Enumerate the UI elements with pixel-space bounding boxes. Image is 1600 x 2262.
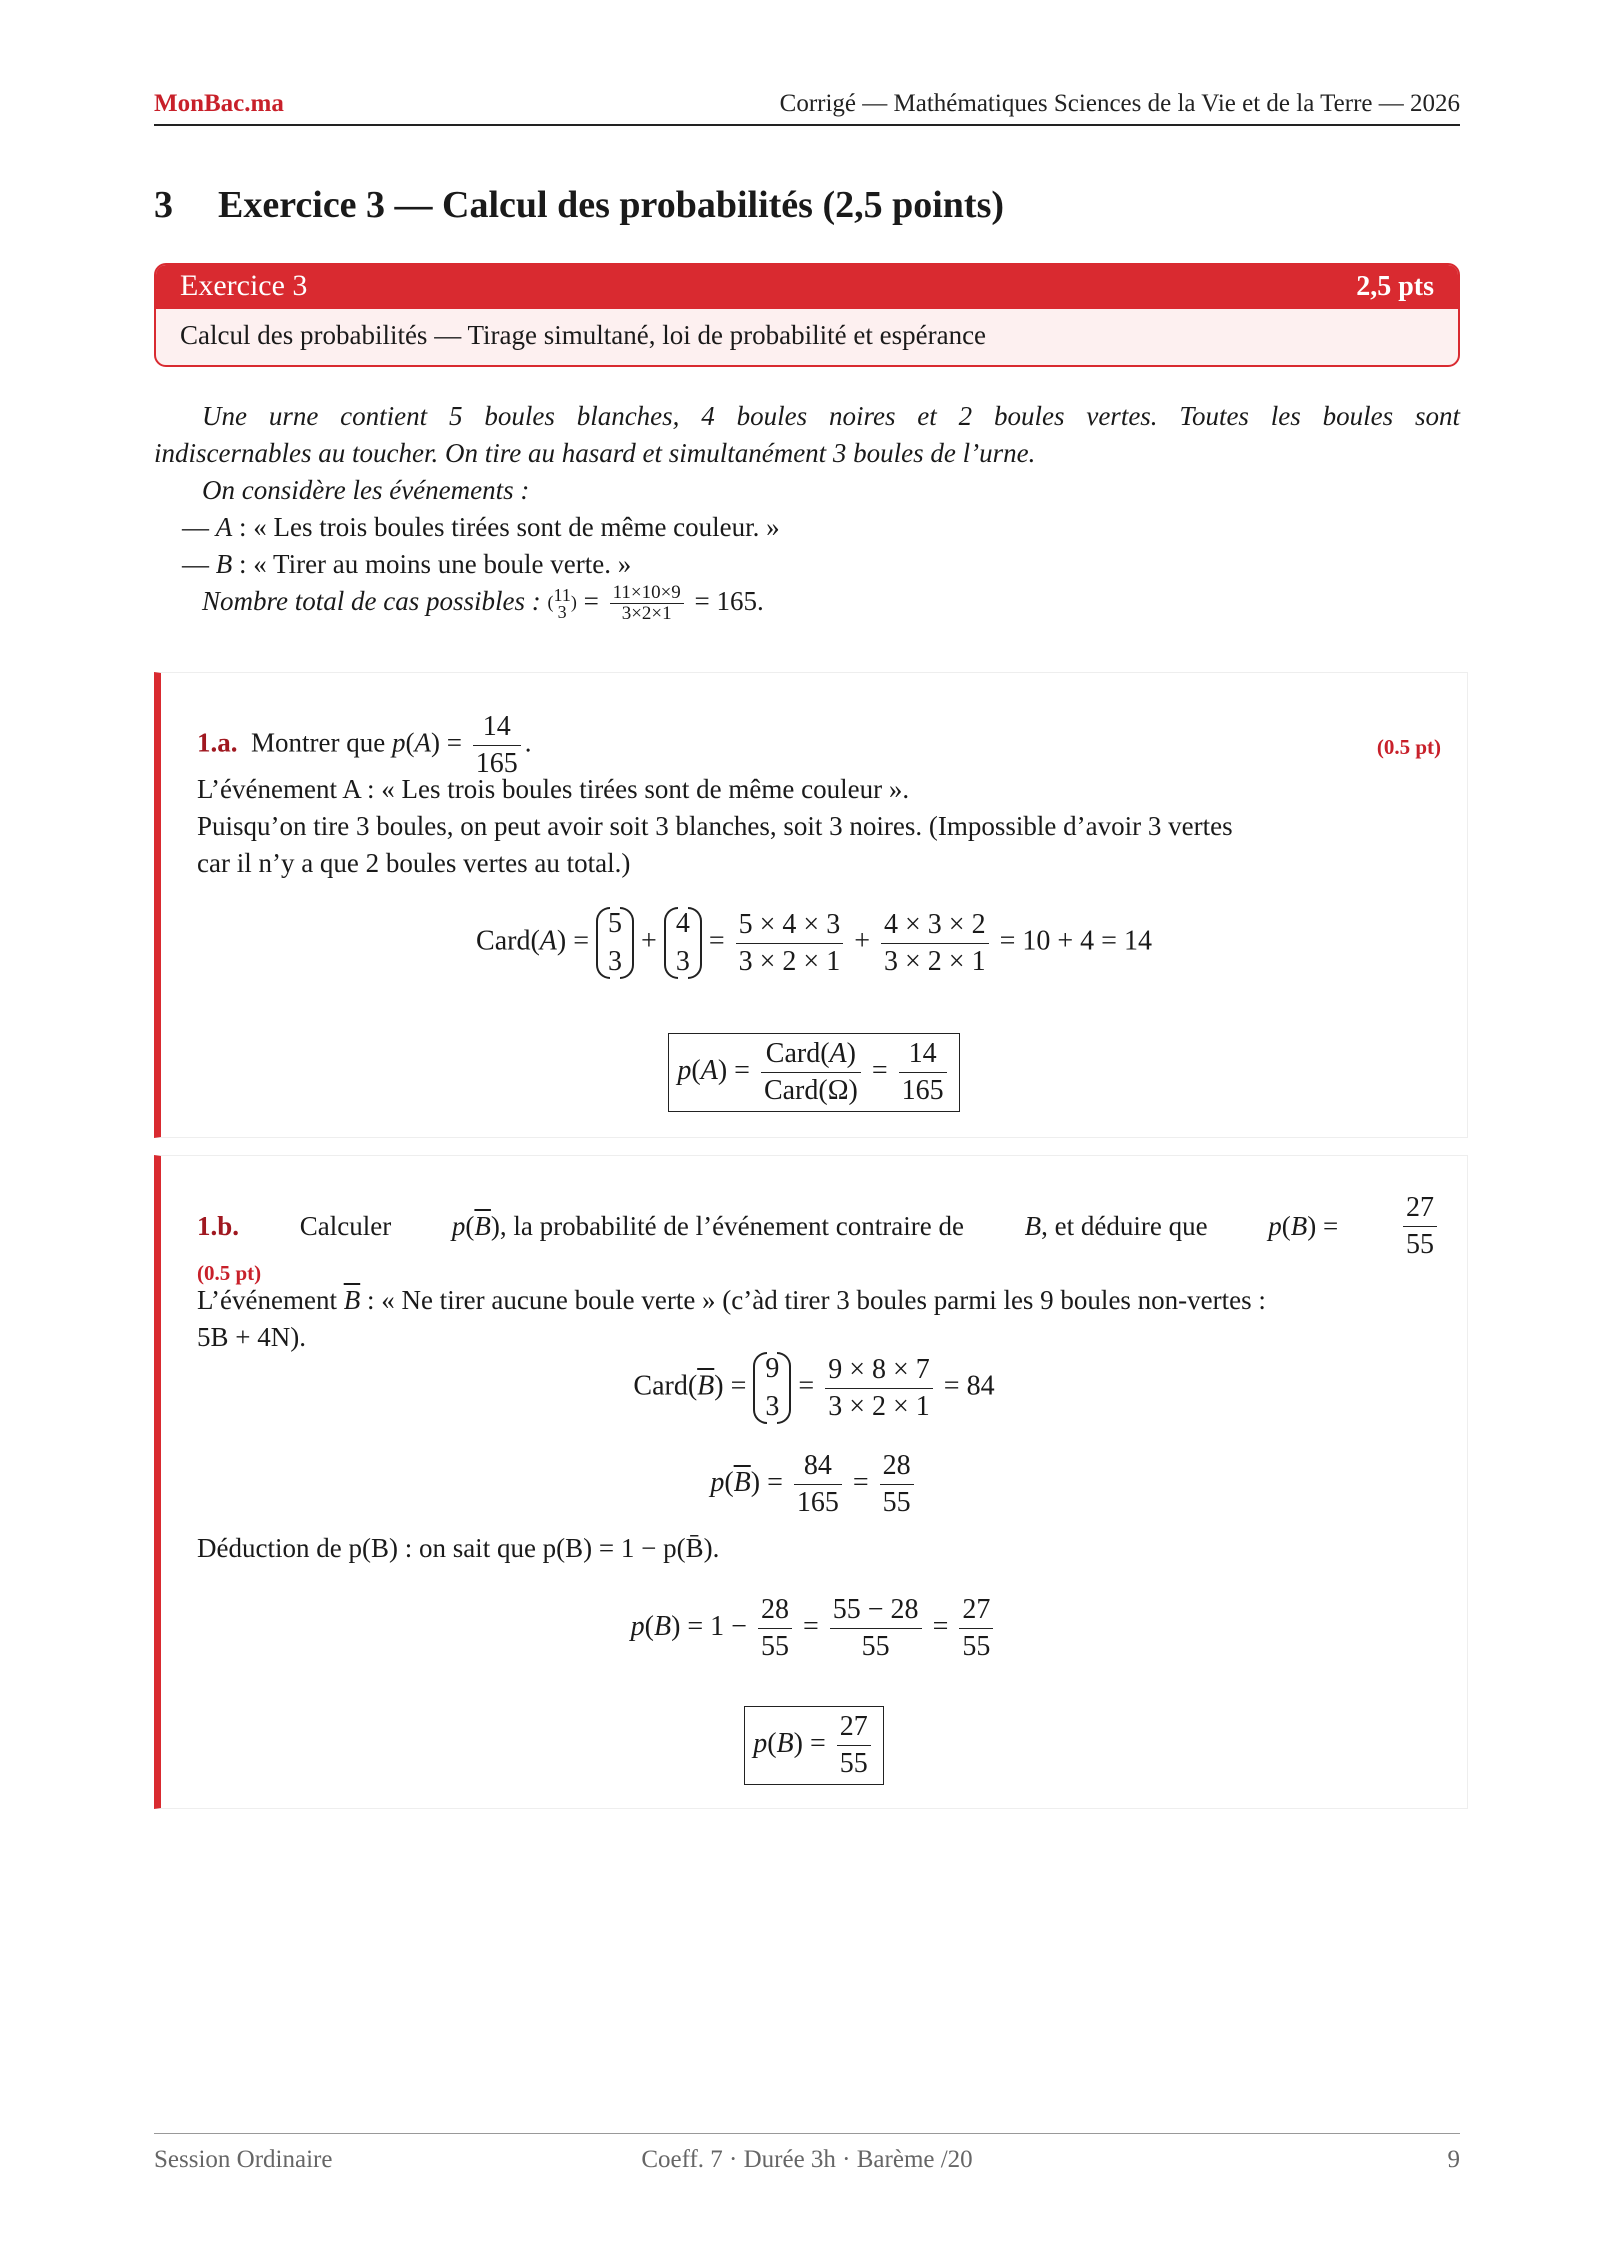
exercise-box-header xyxy=(156,265,1458,309)
binom-4-3: 4 3 xyxy=(664,905,702,981)
section-number: 3 xyxy=(154,184,173,226)
q1b-line-2: 5B + 4N). xyxy=(197,1322,306,1352)
card-ratio: $\frac{\text{Card(A)}}{\text{Card(Ω)}}$ xyxy=(761,1036,861,1109)
q1b-line-1b: : « Ne tirer aucune boule verte » (c’àd tirer 3 boules parmi les 9 boules non-vertes : xyxy=(366,1285,1266,1315)
total-cases: Nombre total de cas possibles : ( 11 3 ) = $\frac{11\times 10\times 9}{3\times 2\times 1}$ = 165. xyxy=(202,582,764,625)
question-1b-statement: 1.b. Calculer $p(\overline{B})$, la probabilité de l’événement contraire de B, et déduire que p(B) = $\frac{27}{55}$ (0.5 pt) xyxy=(197,1190,1441,1292)
question-1a-answer xyxy=(197,771,1441,882)
total-cases-result: = 165. xyxy=(694,586,764,616)
pa-fraction: $\frac{14}{165}$ xyxy=(473,709,521,782)
q1b-prompt-a: Calculer xyxy=(299,1211,392,1241)
pa-box: p(A) = $\frac{\text{Card(A)}}{\text{Card(Ω)}}$ = $\frac{14}{165}$ xyxy=(668,1033,959,1112)
exercise-points: 2,5 pts xyxy=(1356,271,1434,302)
page-footer xyxy=(154,2133,1460,2173)
frac-543: $\frac{5 \times 4 \times 3}{3 \times 2 \times 1}$ xyxy=(736,907,844,980)
frac-28-55: $\frac{28}{55}$ xyxy=(880,1448,914,1521)
event-b-item: — B : « Tirer au moins une boule verte. » xyxy=(182,549,632,579)
statement-line-3: On considère les événements : xyxy=(202,475,530,505)
statement-line-2: indiscernables au toucher. On tire au hasard et simultanément 3 boules de l’urne. xyxy=(154,438,1036,468)
frac-987: $\frac{9 \times 8 \times 7}{3 \times 2 \times 1}$ xyxy=(825,1352,933,1425)
footer-page-number: 9 xyxy=(1447,2146,1460,2173)
event-a-item: — A : « Les trois boules tirées sont de même couleur. » xyxy=(182,512,780,542)
frac-84-165: $\frac{84}{165}$ xyxy=(794,1448,842,1521)
question-1a-points: (0.5 pt) xyxy=(1376,735,1441,759)
question-1a-prompt: Montrer que xyxy=(251,727,386,758)
question-1b-box xyxy=(154,1155,1468,1809)
footer-session: Session Ordinaire xyxy=(154,2146,333,2173)
exercise-statement xyxy=(154,398,1460,624)
card-a-equation: Card(A) = 5 3 + 4 3 = $\frac{5 \times 4 \times 3}{3 \times 2 \times 1}$ + $\frac{4 \times 3 \times 2}{3 \times 2 \times 1}$ = 10 + 4 = 14 xyxy=(161,905,1467,981)
pb-value: $\frac{27}{55}$ xyxy=(837,1709,871,1782)
exercise-subtitle: Calcul des probabilités — Tirage simultané, loi de probabilité et espérance xyxy=(180,320,987,350)
question-1a-label: 1.a. xyxy=(197,727,238,758)
exercise-title: Exercice 3 xyxy=(180,269,308,302)
brand-logo-text[interactable]: MonBac.ma xyxy=(154,90,284,117)
binom-9-3: 9 3 xyxy=(753,1350,791,1426)
frac-28-55-b: $\frac{28}{55}$ xyxy=(758,1592,792,1665)
pb-boxed-result xyxy=(161,1706,1467,1785)
q1a-line-2: Puisqu’on tire 3 boules, on peut avoir soit 3 blanches, soit 3 noires. (Impossible d’avoir 3 vertes xyxy=(197,811,1233,841)
binom-5-3: 5 3 xyxy=(596,905,634,981)
frac-432: $\frac{4 \times 3 \times 2}{3 \times 2 \times 1}$ xyxy=(881,907,989,980)
pa-boxed-result xyxy=(161,1033,1467,1112)
header-title: Corrigé — Mathématiques Sciences de la Vie et de la Terre — 2026 xyxy=(779,90,1460,117)
pb-target-fraction: $\frac{27}{55}$ xyxy=(1403,1190,1437,1263)
pa-value: $\frac{14}{165}$ xyxy=(899,1036,947,1109)
section-title xyxy=(154,183,1004,227)
frac-27-55: $\frac{27}{55}$ xyxy=(959,1592,993,1665)
q1b-line-1: L’événement xyxy=(197,1285,337,1315)
question-1b-points: (0.5 pt) xyxy=(197,1261,262,1285)
section-heading: Exercice 3 — Calcul des probabilités (2,5 points) xyxy=(218,184,1005,226)
question-1a-statement: 1.a. Montrer que p(A) = $\frac{14}{165}$ . (0.5 pt) xyxy=(197,709,1441,782)
total-fraction: $\frac{11\times 10\times 9}{3\times 2\times 1}$ xyxy=(610,583,684,624)
footer-meta: Coeff. 7 · Durée 3h · Barème /20 xyxy=(641,2146,973,2173)
frac-55-28: $\frac{55 - 28}{55}$ xyxy=(830,1592,922,1665)
event-a-text: « Les trois boules tirées sont de même couleur. » xyxy=(253,512,780,542)
card-bbar-result: = 84 xyxy=(943,1370,995,1402)
card-a-result: = 10 + 4 = 14 xyxy=(999,925,1152,957)
deduction-text: Déduction de p(B) : on sait que p(B) = 1 − p(B̄). xyxy=(197,1533,720,1563)
q1a-line-1: L’événement A : « Les trois boules tirées sont de même couleur ». xyxy=(197,774,910,804)
statement-line-1: Une urne contient 5 boules blanches, 4 boules noires et 2 boules vertes. Toutes les boules sont xyxy=(202,401,1460,431)
card-bbar-equation: $Card(\overline{B})$ = 9 3 = $\frac{9 \times 8 \times 7}{3 \times 2 \times 1}$ = 84 xyxy=(161,1350,1467,1426)
q1b-prompt-b: , la probabilité de l’événement contraire de xyxy=(499,1211,964,1241)
binom-11-3: ( 11 3 ) xyxy=(547,584,577,622)
deduction-line xyxy=(197,1530,1441,1567)
q1b-prompt-c: , et déduire que xyxy=(1041,1211,1208,1241)
pbbar-equation: $p(\overline{B})$ = $\frac{84}{165}$ = $\frac{28}{55}$ xyxy=(161,1448,1467,1521)
event-b-text: « Tirer au moins une boule verte. » xyxy=(253,549,632,579)
question-1a-box xyxy=(154,672,1468,1138)
total-cases-label: Nombre total de cas possibles : xyxy=(202,586,541,616)
q1a-line-3: car il n’y a que 2 boules vertes au total.) xyxy=(197,848,631,878)
page-header xyxy=(154,88,1460,126)
pb-equation: p(B) = 1 − $\frac{28}{55}$ = $\frac{55 - 28}{55}$ = $\frac{27}{55}$ xyxy=(161,1592,1467,1665)
pb-box: p(B) = $\frac{27}{55}$ xyxy=(744,1706,884,1785)
page xyxy=(154,0,1460,2262)
question-1b-answer: L’événement $\overline{B}$ : « Ne tirer aucune boule verte » (c’àd tirer 3 boules parmi les 9 boules non-vertes : 5B + 4N). xyxy=(197,1282,1441,1356)
exercise-box xyxy=(154,263,1460,367)
question-1b-label: 1.b. xyxy=(197,1211,240,1241)
